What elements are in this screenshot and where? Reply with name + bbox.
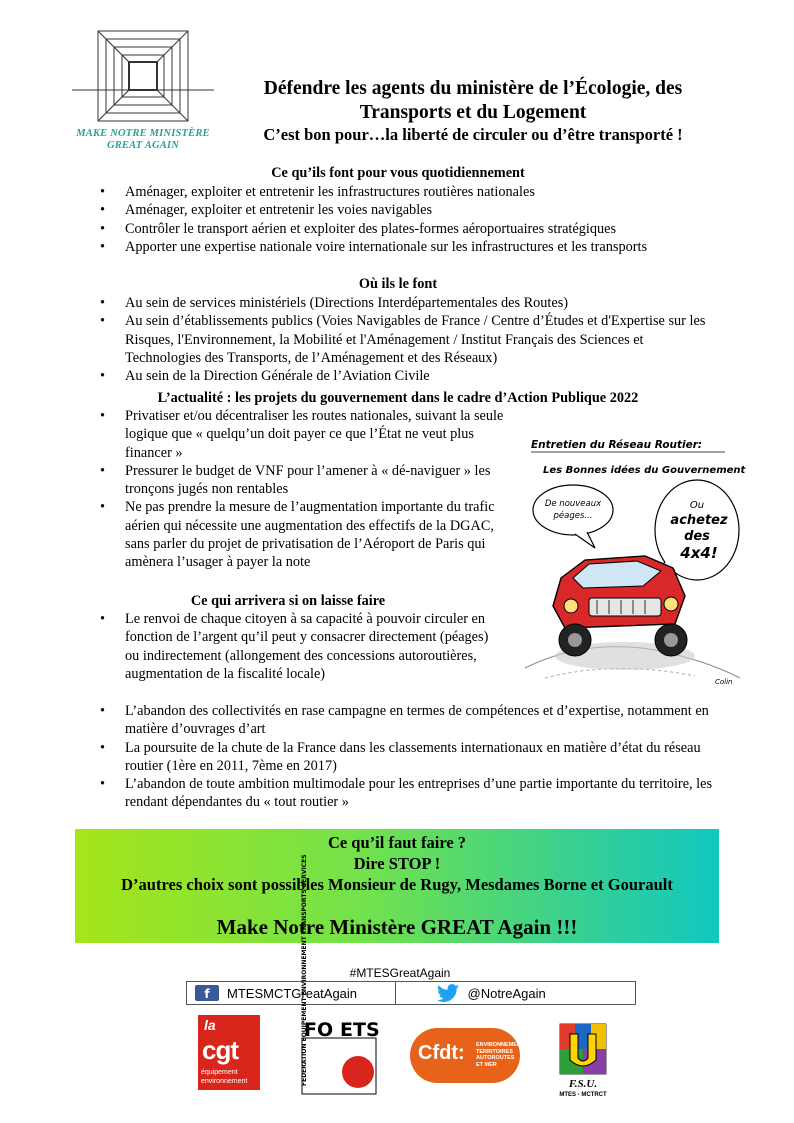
cgt-logo-top: la xyxy=(204,1017,216,1033)
cfdt-logo-sub4: ET MER xyxy=(476,1061,497,1068)
logo-caption xyxy=(68,128,218,152)
cfdt-logo-main: Cfdt: xyxy=(418,1042,465,1064)
section-consequences-heading: Ce qui arrivera si on laisse faire xyxy=(190,593,386,609)
section-where-heading: Où ils le font xyxy=(358,276,438,292)
bubble-left-line2: péages... xyxy=(553,511,593,521)
facebook-link[interactable] xyxy=(187,982,395,1004)
list-item: • La poursuite de la chute de la France dans les classements internationaux en matière d’état du réseau routier (1ère en 2011, 7ème en 2017) xyxy=(100,739,720,776)
list-item: • Apporter une expertise nationale voire internationale sur les infrastructures et les transports xyxy=(100,238,740,256)
car-cartoon-illustration xyxy=(525,428,746,690)
cartoon-signature: Colin xyxy=(715,678,733,686)
twitter-icon xyxy=(436,984,460,1002)
fsu-logo-name: F.S.U. xyxy=(568,1078,598,1090)
cta-question: Ce qu’il faut faire ? xyxy=(327,833,467,852)
fo-logo-top: FO xyxy=(304,1019,334,1041)
cta-stop: Dire STOP ! xyxy=(353,854,441,873)
nested-squares-logo-icon xyxy=(72,28,214,124)
list-item: • L’abandon des collectivités en rase campagne en termes de compétences et d’expertise, notamment en matière d’ouvrages d’art xyxy=(100,702,720,739)
facebook-icon xyxy=(195,985,219,1001)
twitter-handle: @NotreAgain xyxy=(467,985,546,1001)
facebook-handle: MTESMCTGreatAgain xyxy=(227,985,358,1001)
section-news-heading: L’actualité : les projets du gouvernement dans le cadre d’Action Publique 2022 xyxy=(157,390,639,406)
cfdt-logo-sub xyxy=(476,1042,524,1068)
section-consequences-list-narrow xyxy=(100,610,498,683)
section-news-list xyxy=(100,407,504,572)
cgt-logo xyxy=(198,1015,260,1090)
section-daily-list xyxy=(100,183,740,256)
social-bar xyxy=(186,981,636,1005)
fsu-logo xyxy=(548,1020,618,1102)
bubble-left-line1: De nouveaux xyxy=(544,499,602,509)
fsu-logo-graphic xyxy=(548,1020,618,1078)
cgt-logo-sub2: environnement xyxy=(201,1078,248,1085)
cartoon-title-line1: Entretien du Réseau Routier: xyxy=(531,439,703,451)
fo-logo-bottom: ETS xyxy=(340,1019,380,1041)
list-item: • Au sein de services ministériels (Directions Interdépartementales des Routes) xyxy=(100,294,712,312)
cfdt-logo xyxy=(410,1028,525,1083)
ministry-logo xyxy=(72,28,214,124)
road-cartoon xyxy=(525,428,746,690)
logo-caption-line2: GREAT AGAIN xyxy=(106,140,180,151)
list-item: • Le renvoi de chaque citoyen à sa capacité à pouvoir circuler en fonction de l’argent qu’il peut y consacrer directement (péages) ou indirectement (allongement des concessions autoroutières, augmentation de la fiscalité locale) xyxy=(100,610,498,683)
bubble-right-line4: 4x4! xyxy=(680,544,718,562)
cta-choices: D’autres choix sont possibles Monsieur de Rugy, Mesdames Borne et Gourault xyxy=(121,875,673,894)
fo-logo xyxy=(300,854,380,1096)
cfdt-logo-sub2: TERRITOIRES xyxy=(476,1048,513,1055)
bubble-right-line2: achetez xyxy=(670,513,728,528)
call-to-action-box xyxy=(75,829,719,943)
list-item: • Contrôler le transport aérien et exploiter des plates-formes aéroportuaires stratégiques xyxy=(100,220,740,238)
bubble-right-line3: des xyxy=(684,529,710,544)
fo-logo-graphic xyxy=(300,854,380,1096)
fo-logo-vertical: FEDERATION EQUIPEMENT ENVIRONNEMENT TRANSPORTS SERVICES xyxy=(301,854,308,1086)
section-consequences-list-wide xyxy=(100,702,720,812)
list-item: • Privatiser et/ou décentraliser les routes nationales, suivant la seule logique que « quelqu’un doit payer ce que l’État ne veut plus financer » xyxy=(100,407,504,462)
list-item: • L’abandon de toute ambition multimodale pour les entreprises d’une partie importante du territoire, les rendant dépendantes du « tout routier » xyxy=(100,775,720,812)
title-line1: Défendre les agents du ministère de l’Écologie, des xyxy=(263,78,683,99)
list-item: • Aménager, exploiter et entretenir les voies navigables xyxy=(100,201,740,219)
list-item: • Au sein de la Direction Générale de l’Aviation Civile xyxy=(100,367,712,385)
cartoon-title-line2: Les Bonnes idées du Gouvernement xyxy=(543,465,746,476)
cgt-logo-sub1: équipement xyxy=(201,1069,238,1076)
twitter-link[interactable] xyxy=(395,982,636,1004)
section-where-list xyxy=(100,294,712,385)
fsu-logo-sub: MTES - MCTRCT xyxy=(559,1092,607,1098)
page-title xyxy=(228,77,718,125)
section-daily-heading: Ce qu’ils font pour vous quotidiennement xyxy=(271,165,525,181)
logo-caption-line1: MAKE NOTRE MINISTÈRE xyxy=(76,128,210,139)
list-item: • Pressurer le budget de VNF pour l’amener à « dé-naviguer » les tronçons jugés non rentables xyxy=(100,462,504,499)
svg-text:f: f xyxy=(204,987,210,1001)
list-item: • Au sein d’établissements publics (Voies Navigables de France / Centre d’Études et d'Expertise sur les Risques, l'Environnement, la Mobilité et l'Aménagement / Institut Français des Sciences et Technologies des Transports, de l’Aménagement et des Réseaux) xyxy=(100,312,712,367)
title-line2: Transports et du Logement xyxy=(359,102,587,123)
cgt-logo-main: cgt xyxy=(202,1035,238,1065)
page-subtitle: C’est bon pour…la liberté de circuler ou d’être transporté ! xyxy=(263,125,683,144)
list-item: • Ne pas prendre la mesure de l’augmentation importante du trafic aérien qui nécessite une augmentation des effectifs de la DGAC, sans parler du projet de privatisation de l’Aéroport de Paris qui amènera l’usager à payer la note xyxy=(100,498,504,571)
cfdt-logo-sub3: AUTOROUTES xyxy=(476,1055,515,1061)
cfdt-logo-sub1: ENVIRONNEMENT xyxy=(476,1042,525,1048)
cta-slogan: Make Notre Ministère GREAT Again !!! xyxy=(216,915,578,939)
list-item: • Aménager, exploiter et entretenir les infrastructures routières nationales xyxy=(100,183,740,201)
hashtag: #MTESGreatAgain xyxy=(349,966,451,980)
bubble-right-line1: Ou xyxy=(689,500,705,511)
